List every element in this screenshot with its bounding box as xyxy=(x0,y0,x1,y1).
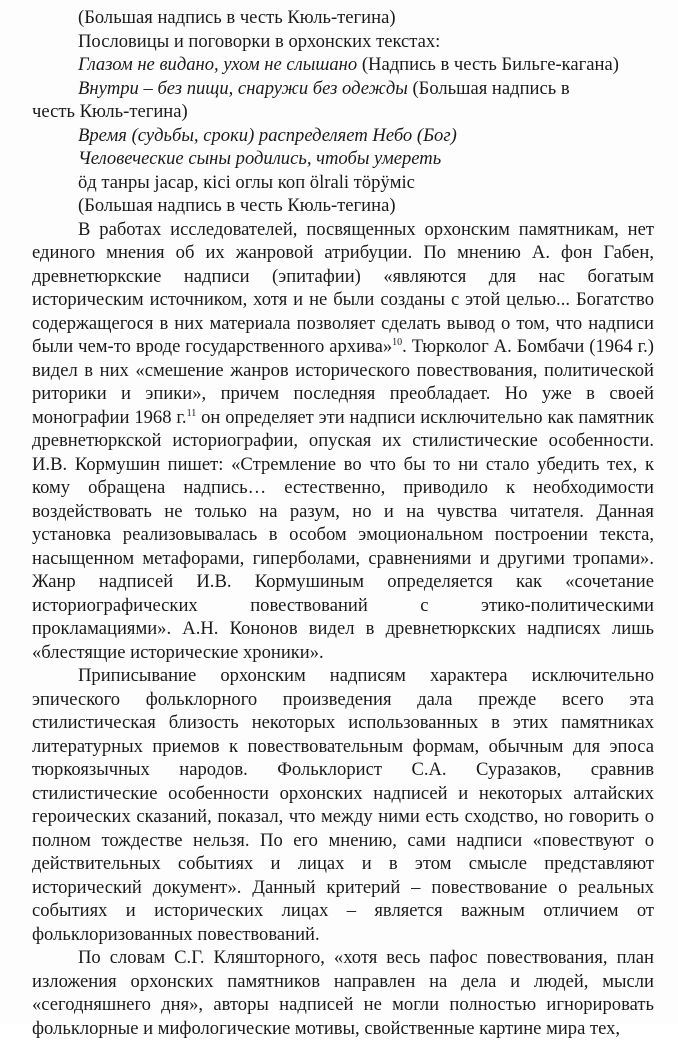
proverb-line xyxy=(32,77,654,124)
footnote-ref[interactable]: 11 xyxy=(186,407,197,419)
proverb-source: (Надпись в честь Бильге-кагана) xyxy=(357,54,619,75)
body-paragraph: По словам С.Г. Кляшторного, «хотя весь пафос повествования, план изложения орхонских памятников направлен на дела и людей, мысли «сегодняшнего дня», авторы надписей не могли полностью игнорировать фольклорные и мифологические мотивы, свойственные картине мира тех, xyxy=(32,947,654,1039)
proverb-source-continuation: честь Кюль-тегина) xyxy=(32,101,188,122)
turkic-transliteration: öд танры jасар, кiсi оглы коп ölrali тöрÿмiс xyxy=(78,171,415,193)
paragraph-text: он определяет эти надписи исключительно как памятник древнетюркской историографии, опуская их стилистические особенности. И.В. Кормушин пишет: «Стремление во что бы то ни стало убедить тех, к кому обращена надпись… естественно, приводило к необходимости воздействовать не только на разум, но и на чувства читателя. Данная установка реализовывалась в особом эмоциональном построении текста, насыщенном метафорами, гиперболами, сравнениями и другими тропами». Жанр надписей И.В. Кормушиным определяется как «сочетание историографических повествований с этико-политическими прокламациями». А.Н. Кононов видел в древнетюркских надписях лишь «блестящие исторические хроники». xyxy=(32,406,654,663)
quote-source-line: (Большая надпись в честь Кюль-тегина) xyxy=(78,7,396,28)
proverb-source: (Большая надпись в xyxy=(407,77,570,99)
proverbs-heading: Пословицы и поговорки в орхонских текстах: xyxy=(78,30,441,52)
proverb-italic: Человеческие сыны родились, чтобы умереть xyxy=(78,148,442,169)
body-paragraph xyxy=(32,218,654,665)
paragraph-text: В работах исследователей, посвященных орхонским памятникам, нет единого мнения об их жанровой атрибуции. По мнению А. фон Габен, древнетюркские надписи (эпитафии) «являются для нас богатым историческим источником, хотя и не были созданы с этой целью... Богатство содержащегося в них материала позволяет сделать вывод о том, что надписи были чем-то вроде государственного архива» xyxy=(32,218,654,357)
proverb-italic: Глазом не видано, ухом не слышано xyxy=(78,54,358,75)
footnote-ref[interactable]: 10 xyxy=(392,336,403,348)
proverb-italic: Внутри – без пищи, снаружи без одежды xyxy=(78,77,408,99)
proverb-line xyxy=(32,124,654,148)
proverb-italic: Время (судьбы, сроки) распределяет Небо (Бог) xyxy=(78,124,457,146)
proverb-line xyxy=(32,53,654,77)
body-paragraph: Приписывание орхонским надписям характера исключительно эпического фольклорного произведения дала прежде всего эта стилистическая близость некоторых использованных в этих памятниках литературных приемов к повествовательным формам, обычным для эпоса тюркоязычных народов. Фольклорист С.А. Суразаков, сравнив стилистические особенности орхонских надписей и некоторых алтайских героических сказаний, показал, что между ними есть сходство, но говорить о полном тождестве нельзя. По его мнению, сами надписи «повествуют о действительных событиях и лицах и в этом смысле представляют исторический документ». Данный критерий – повествование о реальных событиях и исторических лицах – является важным отличием от фольклоризованных повествований. xyxy=(32,665,654,945)
paragraph-text: . Тюрколог А. Бомбачи (1964 г.) видел в них «смешение жанров исторического повествования, политической риторики и эпики», причем последняя преобладает. Но уже в своей монографии 1968 г. xyxy=(32,336,654,428)
proverb-line xyxy=(32,147,654,171)
quote-source-line: (Большая надпись в честь Кюль-тегина) xyxy=(78,195,396,216)
